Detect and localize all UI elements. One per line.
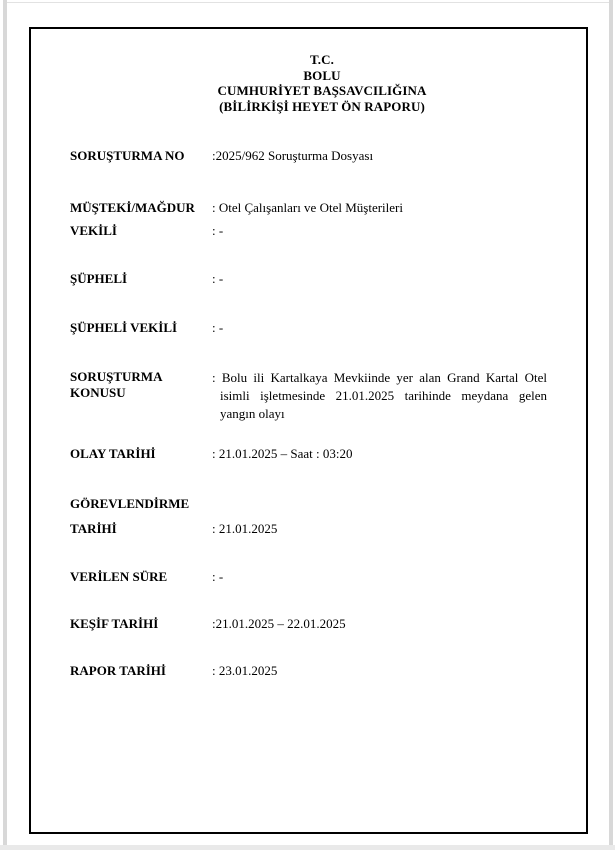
viewer-right-edge [609,0,613,850]
field-value: : Bolu ili Kartalkaya Mevkiinde yer alan Grand Kartal Otel isimli işletmesinde 21.01.2025 tarihinde meydana gelen yangın olayı [212,370,547,421]
field-value: : Otel Çalışanları ve Otel Müşterileri [212,200,403,215]
field-value: : - [212,569,224,584]
field-label: GÖREVLENDİRME [70,496,190,511]
field-value: : 21.01.2025 [212,521,278,536]
field-value: : - [212,320,224,335]
field-row-verilen-sure [70,569,223,585]
field-label: ŞÜPHELİ [70,271,128,286]
field-row-gorevlendirme [70,496,212,512]
field-label: VEKİLİ [70,223,117,238]
field-row-vekili [70,223,223,239]
field-label: SORUŞTURMA KONUSU [70,369,162,400]
viewer-left-edge [3,0,7,850]
document-header [70,52,574,115]
field-value: : - [212,271,224,286]
viewer-bottom-edge [0,845,615,850]
field-row-rapor-tarihi [70,663,277,679]
field-label: SORUŞTURMA NO [70,148,185,163]
header-line-city: BOLU [303,67,341,83]
field-row-supheli-vekili [70,320,223,336]
header-line-report-type: (BİLİRKİŞİ HEYET ÖN RAPORU) [219,99,425,115]
field-value: :2025/962 Soruşturma Dosyası [212,148,374,163]
field-row-supheli [70,271,223,287]
field-label: KEŞİF TARİHİ [70,616,159,631]
field-row-olay-tarihi [70,446,352,462]
field-row-gorevlendirme-tarihi [70,521,277,537]
field-label: MÜŞTEKİ/MAĞDUR [70,200,195,215]
field-label: RAPOR TARİHİ [70,663,166,678]
field-label: TARİHİ [70,521,117,536]
field-row-sorusturma-no [70,148,373,164]
header-line-office: CUMHURİYET BAŞSAVCILIĞINA [217,83,427,99]
field-value: : 23.01.2025 [212,663,278,678]
header-line-tc: T.C. [310,52,334,67]
field-value: :21.01.2025 – 22.01.2025 [212,616,346,631]
field-value: : 21.01.2025 – Saat : 03:20 [212,446,353,461]
field-row-kesif-tarihi [70,616,346,632]
page-top-edge [7,2,609,3]
field-value: : - [212,223,224,238]
field-row-musteki-magdur [70,200,403,216]
field-label: OLAY TARİHİ [70,446,156,461]
field-label: VERİLEN SÜRE [70,569,168,584]
field-label: ŞÜPHELİ VEKİLİ [70,320,178,335]
field-row-sorusturma-konusu [70,369,547,423]
